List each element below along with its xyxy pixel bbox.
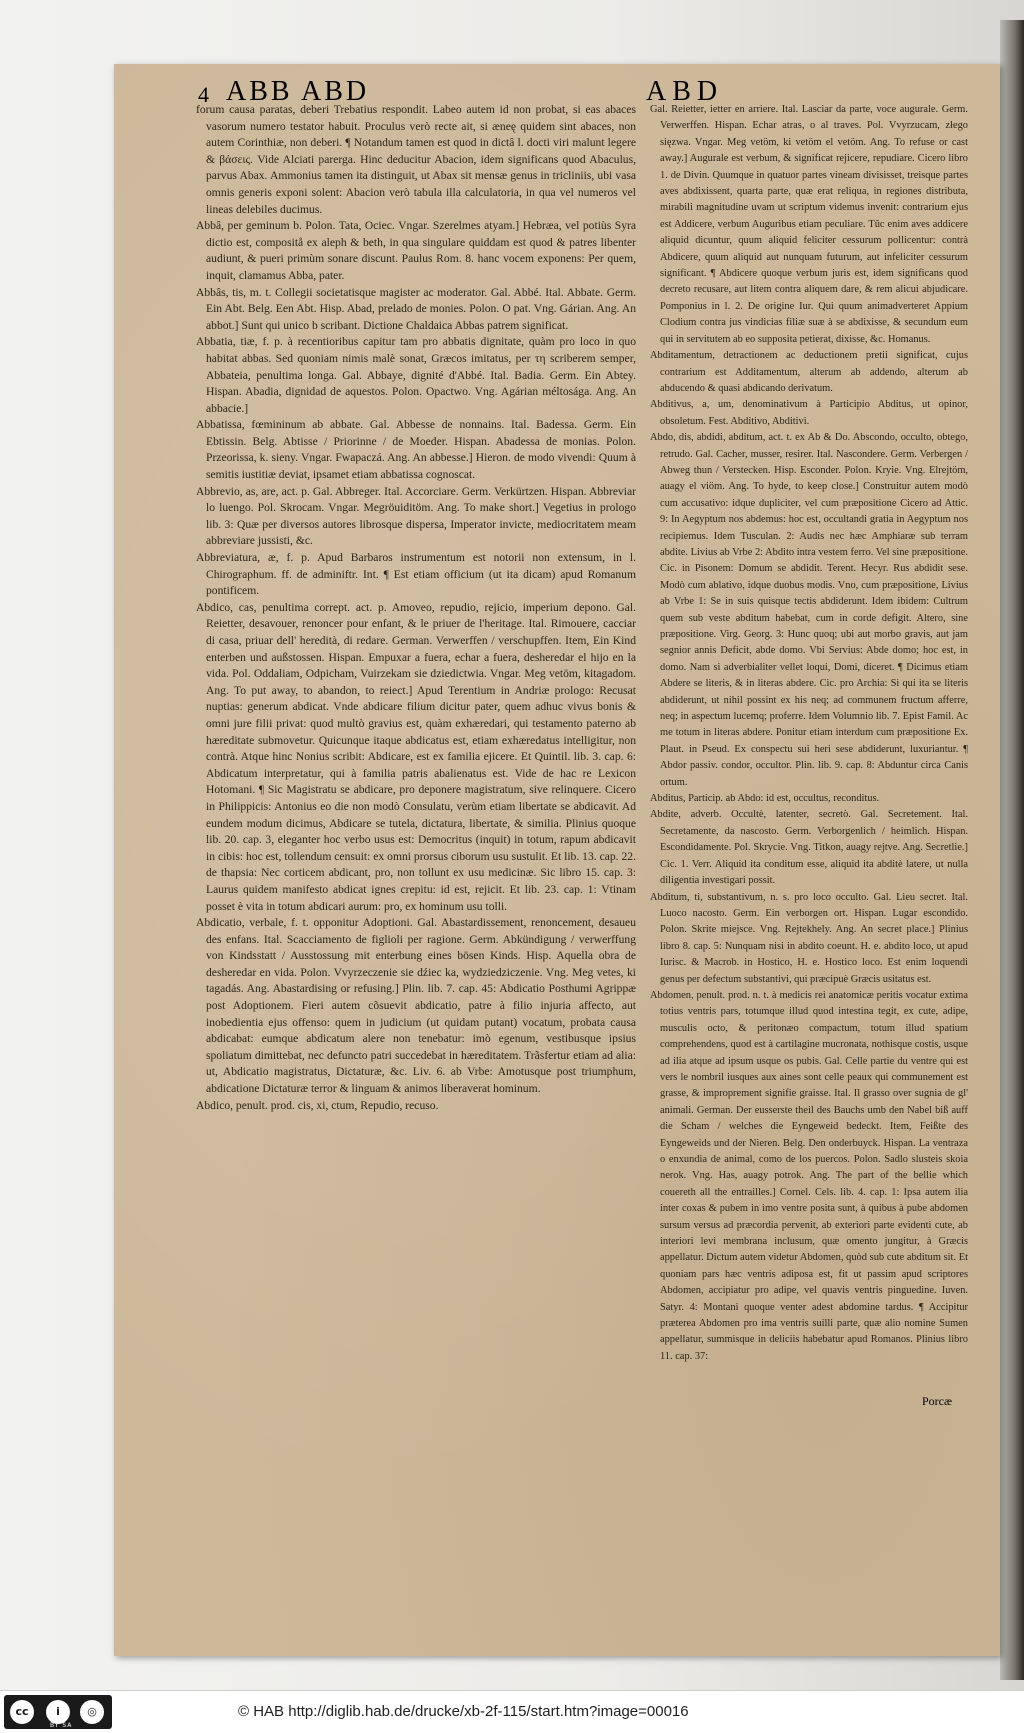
running-head-right: ABD — [646, 76, 724, 107]
dictionary-entry: forum causa paratas, deberi Trebatius respondit. Labeo autem id non probat, si eas abaces vasorum numero testator habuit. Proculus verò recte ait, si æneę quidem sint abaces, non autem Corinthiæ, non deberi. ¶ Notandum tamen est quod in dictâ l. docti viri malunt legere & βάσεις. Vide Alciati parerga. Hinc deducitur Abacion, idem significans quod Abaculus, parvus Abax. Ammonius tamen ita distinguit, ut Abax sit mensæ genus in tricliniis, ubi vasa omnis generis exponi solent: Abacion verò tabula illa calculatoria, in qua vel numeros vel lineas delebiles ducimus. — [196, 103, 636, 216]
dictionary-entry: Gal. Reietter, ietter en arriere. Ital. Lasciar da parte, voce augurale. Germ. Verwerffen. Hispan. Echar atras, o al traves. Pol. Vvyrzucam, złego sięzwa. Vngar. Meg vetöm, ki vetöm el vetöm. Ang. To refuse or cast away.] Augurale est verbum, & significat rejicere, repudiare. Cicero libro 1. de Divin. Quumque in quatuor partes vineam divisisset, treisque partes aves abdixissent, quarta parte, quæ erat reliqua, in regiones distributa, mirabili magnitudine uvam ut scriptum videmus invenit: contrarium ejus est Addicere, verbum Auguribus etiam peculiare. Tũc enim aves addicere aliquid dicuntur, quum aliquid feliciter cessurum pollicentur: contrà Abdicere, quum aliquid aut nunquam futurum, aut infeliciter cessurum significant. ¶ Abdicere quoque verbum juris est, idem significans quod decreto recusare, aut litem contra aliquem dare, & rem alicui abjudicare. Pomponius in l. 2. De origine Iur. Qui quum animadverteret Appium Clodium contra jus vindicias filiæ suæ à se abdixisse, & secundum eum qui in servitutem ab eo supposita petierat, dixisse, &c. Homanus. — [650, 104, 968, 345]
dictionary-entry: Abdicatio, verbale, f. t. opponitur Adoptioni. Gal. Abastardissement, renoncement, desaueu des enfans. Ital. Scacciamento de figlioli per ragione. Germ. Abkündigung / verwerffung von Kindsstatt / Ausstossung mit enterbung eines bösen Kinds. Hisp. Aquella obra de desheredar en vida. Polon. Vvyrzeczenie sie dźiec ka, wydziedziczenie. Vng. Meg vetes, ki tagadás. Ang. Abastardising or refusing.] Plin. lib. 7. cap. 45: Abdicatio Posthumi Agrippæ post Adoptionem. Fieri autem cõsuevit abdicatio, patre à filio injuria affecto, aut inobedientia ejus offenso: quem in judicium (ut quidam putant) vocatum, probata causa abdicabat: eumque abdicatum alere non tenebatur: imò egenum, vestibusque ipsius spoliatum dimittebat, nec defuncto patri succedebat in hæreditatem. Trãsfertur etiam ad alia: ut, Abdicatio magistratus, Dictaturæ, &c. Liv. 6. ab Vrbe: Amotusque post triumphum, abdicatione Dictaturæ terror & linguam & animos liberaverat hominum. — [196, 916, 636, 1096]
license-subtitle: BY SA — [50, 1722, 73, 1729]
dictionary-entry: Abditamentum, detractionem ac deductionem pretii significat, cujus contrarium est Additamentum, alterum ab addendo, alterum ab abducendo & quasi abdicando derivatum. — [650, 350, 968, 394]
dictionary-entry: Abdo, dis, abdidi, abditum, act. t. ex Ab & Do. Abscondo, occulto, obtego, retrudo. Gal. Cacher, musser, resirer. Ital. Nascondere. Germ. Verbergen / Abweg thun / Verstecken. Hisp. Esconder. Polon. Kryie. Vng. Elrejtöm, auagy el viöm. Ang. To hyde, to keep close.] Construitur autem modò cum accusativo: idque dupliciter, vel cum præpositione Cicero ad Attic. 9: In Aegyptum nos abdemus: hoc est, occultandi gratia in Aegyptum nos recipiemus. Idem Tusculan. 2: Audis nec hæc Amphiaræ sub terram abdite. Livius ab Vrbe 2: Abdito intra vestem ferro. Vel sine præpositione. Cic. in Pisonem: Domum se abdidit. Terent. Hecyr. Rus abdidit sese. Modò cum ablativo, idque duobus modis. Vno, cum præpositione, Livius ab Vrbe 1: Se in suis quisque tectis abdiderunt. Idem ibidem: Cultrum quem sub veste abditum habebat, cum in corde defigit. Altero, sine præpositione. Virg. Georg. 3: Hunc quoq; ubi aut morbo gravis, aut jam segnior annis Deficit, abde domo. Vbi Servius: Abde domo; hoc est, in domo. Nam si adverbialiter vellet loqui, Domi, diceret. ¶ Dicimus etiam Abdere se literis, & in literas abdere. Cic. pro Archia: Si qui ita se literis abdiderunt, ut nihil possint ex his neq; ad communem fructum afferre, neq; in aspectum lucemq; proferre. Idem Volumnio lib. 7. Epist Famil. Ac me totum in literas abdere. Ponitur etiam interdum cum præpositione Ex. Plaut. in Pseud. Ex conspectu sui heri sese abdiderunt, luxuriantur. ¶ Abdor passiv. condor, occultor. Plin. lib. 9. cap. 8: Abduntur circa Canis ortum. — [650, 432, 968, 788]
dictionary-entry: Abbâ, per geminum b. Polon. Tata, Ociec. Vngar. Szerelmes atyam.] Hebræa, vel potiùs Syra dictio est, compositå ex aleph & beth, in qua singulare quiddam est quod & patres libenter audiunt, & pueri primùm sonare discunt. Paulus Rom. 8. hanc vocem exponens: Per quem, inquit, clamamus Abba, pater. — [196, 219, 636, 282]
dictionary-entry: Abditus, Particip. ab Abdo: id est, occultus, reconditus. — [650, 793, 880, 805]
page-number: 4 — [198, 82, 209, 107]
book-edge — [1000, 20, 1024, 1680]
dictionary-entry: Abbâs, tis, m. t. Collegii societatisque magister ac moderator. Gal. Abbé. Ital. Abbate. Germ. Ein Abt. Belg. Een Abt. Hisp. Abad, prelado de monies. Polon. O pat. Vng. Gárian. Ang. An abbot.] Sunt qui unico b scribant. Dictione Chaldaica Abbas patrem significat. — [196, 285, 636, 332]
left-column — [196, 102, 636, 1392]
dictionary-entry: Abbatissa, fœmininum ab abbate. Gal. Abbesse de nonnains. Ital. Badessa. Germ. Ein Ebtissin. Belg. Abtisse / Priorinne / de Moeder. Hispan. Abadessa de monias. Polon. Przeorissa, k. sieny. Vngar. Fwapaczá. Ang. An abbesse.] Hieron. de modo vivendi: Quum à semitis iustitiæ deviat, ipsamet etiam abbatissa cognoscat. — [196, 418, 636, 482]
share-alike-icon: ◎ — [80, 1700, 104, 1724]
dictionary-entry: Abdico, penult. prod. cis, xi, ctum, Repudio, recuso. — [196, 1098, 439, 1112]
cc-license-badge[interactable] — [4, 1695, 112, 1729]
creative-commons-icon: cc — [10, 1700, 34, 1724]
catchword: Porcæ — [922, 1394, 952, 1408]
dictionary-entry: Abdico, cas, penultima corrept. act. p. Amoveo, repudio, rejicio, imperium depono. Gal. Reietter, desavouer, renoncer pour enfant, & le priuer de l'heritage. Ital. Rimouere, cacciar di casa, priuar dell' heredità, di redare. German. Verwerffen / verschupffen. Item, Ein Kind enterben und außstossen. Hispan. Empuxar a fuera, echar a fuera, desheredar el hijo en la vida. Pol. Oddaliam, Odpicham, Vuirzekam sie dziedictwia. Vngar. Meg vetöm, kitagadom. Ang. To put away, to abandon, to reiect.] Apud Terentium in Andriæ prologo: Recusat nuptias: generum abdicat. Vnde abdicare filium dicitur pater, quem adhuc vivus bonis & omni jure filii privat: quod multò gravius est, quàm exhæredari, qui testamento paterno ab hæreditate submovetur. Quicunque itaque abdicatus est, etiam exhæredatus intelligitur, non contrà. Atque hinc Nonius scribit: Abdicare, est ex familia ejicere. Et Quintil. lib. 3. cap. 6: Abdicatum interpretatur, qui à familia patris abalienatus est. Vide de hac re Lexicon Hotomani. ¶ Sic Magistratu se abdicare, pro deponere magistratum, sive relinquere. Cicero in Philippicis: Antonius eo die non modò Consulatu, verùm etiam libertate se abdicavit. Ad eundem modum dicimus, Abdicare se tutela, dictatura, libertate, & similia. Plinius quoque lib. 20. cap. 3, eleganter hoc verbo usus est: Democritus (inquit) in totum, rapum abdicavit in cibis: hoc est, tollendum censuit: ex omni prorsus ciborum usu sustulit. Et lib. 13. cap. 22. de thapsia: Nec corticem abdicant, pro, non tollunt ex usu medicinæ. Sic libro 15. cap. 3: Laurus quidem manifesto abdicat ignes crepitu: id est, rejicit. Et lib. 23. cap. 1: Vtinam posset è vita in totum abdicari aurum: pro, ex hominum usu tolli. — [196, 600, 636, 913]
source-url[interactable]: © HAB http://diglib.hab.de/drucke/xb-2f-115/start.htm?image=00016 — [238, 1703, 689, 1720]
dictionary-entry: Abditum, ti, substantivum, n. s. pro loco occulto. Gal. Lieu secret. Ital. Luoco nacosto. Germ. Ein verborgen ort. Hispan. Lugar escondido. Polon. Skrite miejsce. Vng. Rejtekhely. Ang. An secret place.] Plinius libro 8. cap. 5: Nunquam nisi in abdito coeunt. H. e. abdito loco, ut apud Iurisc. & Macrob. in Hostico, H. e. Hostico loco. Est enim loquendi genus per defectum substantivi, qui præcipuè Græcis usitatus est. — [650, 891, 968, 985]
dictionary-entry: Abditivus, a, um, denominativum à Participio Abditus, ut opinor, obsoletum. Fest. Abditivo, Abditivi. — [650, 399, 968, 427]
right-column — [650, 102, 968, 1398]
dictionary-entry: Abbatia, tiæ, f. p. à recentioribus capitur tam pro abbatis dignitate, quàm pro loco in quo habitat abbas. Sed quoniam nimis malè sonat, Græcos imitatus, per τη scriberem semper, Abbateia, penultima longa. Gal. Abbaye, dignité d'Abbé. Ital. Badia. Germ. Ein Abtey. Hispan. Abadia, dignidad de aquestos. Polon. Opactwo. Vng. Agárian méltosága. Ang. An abbacie.] — [196, 335, 636, 415]
dictionary-entry: Abbreviatura, æ, f. p. Apud Barbaros instrumentum est notorii non extensum, in l. Chirographum. ff. de adminiftr. Int. ¶ Est etiam officium (ut ita dicam) apud Romanum pontificem. — [196, 551, 636, 598]
dictionary-entry: Abdomen, penult. prod. n. t. à medicis rei anatomicæ peritis vocatur extima totius ventris pars, totumque illud quod intestina tegit, ex cute, adipe, musculis octo, & peritonæo compactum, totum illud spatium comprehendens, quod est à cartilagine mucronata, nothisque costis, usque ad ilia atque ad ipsum usque os pubis. Gal. Celle partie du ventre qui est vers le nombril iusques aux aines sont celle peaux qui communement est grasse, & improprement signifie graisse. Ital. Il grasso over sugnia de gl' animali. German. Der eusserste theil des Bauchs umb den Nabel biß auff die Scham / welches die Eyngeweid bedeckt. Item, Feißte des Eyngeweids und der Nieren. Belg. Den onderbuyck. Hispan. La ventraza o enxundia de animal, como de los puercos. Polon. Sadlo slusteis skoia nerok. Vng. Has, auagy potrok. Ang. The part of the bellie which couereth all the entrailles.] Cornel. Cels. lib. 4. cap. 1: Ipsa autem ilia inter coxas & pubem in imo ventre posita sunt, à quibus à pube abdomen sursum versus ad præcordia pervenit, ab exteriori parte evidenti cute, ab interiori levi membrana inclusum, quæ omento jungitur, à Græcis appellatur. Dictum autem videtur Abdomen, quòd sub cute abditum sit. Et quoniam pars hæc ventris adiposa est, fit ut passim apud scriptores Abdomen, accipiatur pro adipe, vel quavis ventris pinguedine. Iuven. Satyr. 4: Montani quoque venter adest abdomine tardus. ¶ Accipitur præterea Abdomen pro ima ventris suilli parte, quæ alio nomine Sumen appellatur, summisque in deliciis habebatur apud Romanos. Plinius libro 11. cap. 37: — [650, 989, 968, 1362]
footer-bar — [0, 1690, 1024, 1733]
dictionary-entry: Abdite, adverb. Occultè, latenter, secretò. Gal. Secretement. Ital. Secretamente, da nascosto. Germ. Verborgenlich / heimlich. Hispan. Escondidamente. Pol. Skrycie. Vng. Titkon, auagy rejtve. Ang. Secretlie.] Cic. 1. Verr. Aliquid ita conditum esse, aliquid ita abditè latere, ut nulla diligentia investigari possit. — [650, 809, 968, 887]
attribution-icon: i — [46, 1700, 70, 1724]
running-head-left: ABB ABD — [226, 76, 370, 107]
dictionary-entry: Abbrevio, as, are, act. p. Gal. Abbreger. Ital. Accorciare. Germ. Verkürtzen. Hispan. Abbreviar lo luengo. Pol. Skrocam. Vngar. Megröuiditöm. Ang. To make short.] Vegetius in prologo lib. 3: Quæ per diversos autores librosque dispersa, Imperator invicte, mediocritatem meam abbreviare jussisti, &c. — [196, 484, 636, 548]
